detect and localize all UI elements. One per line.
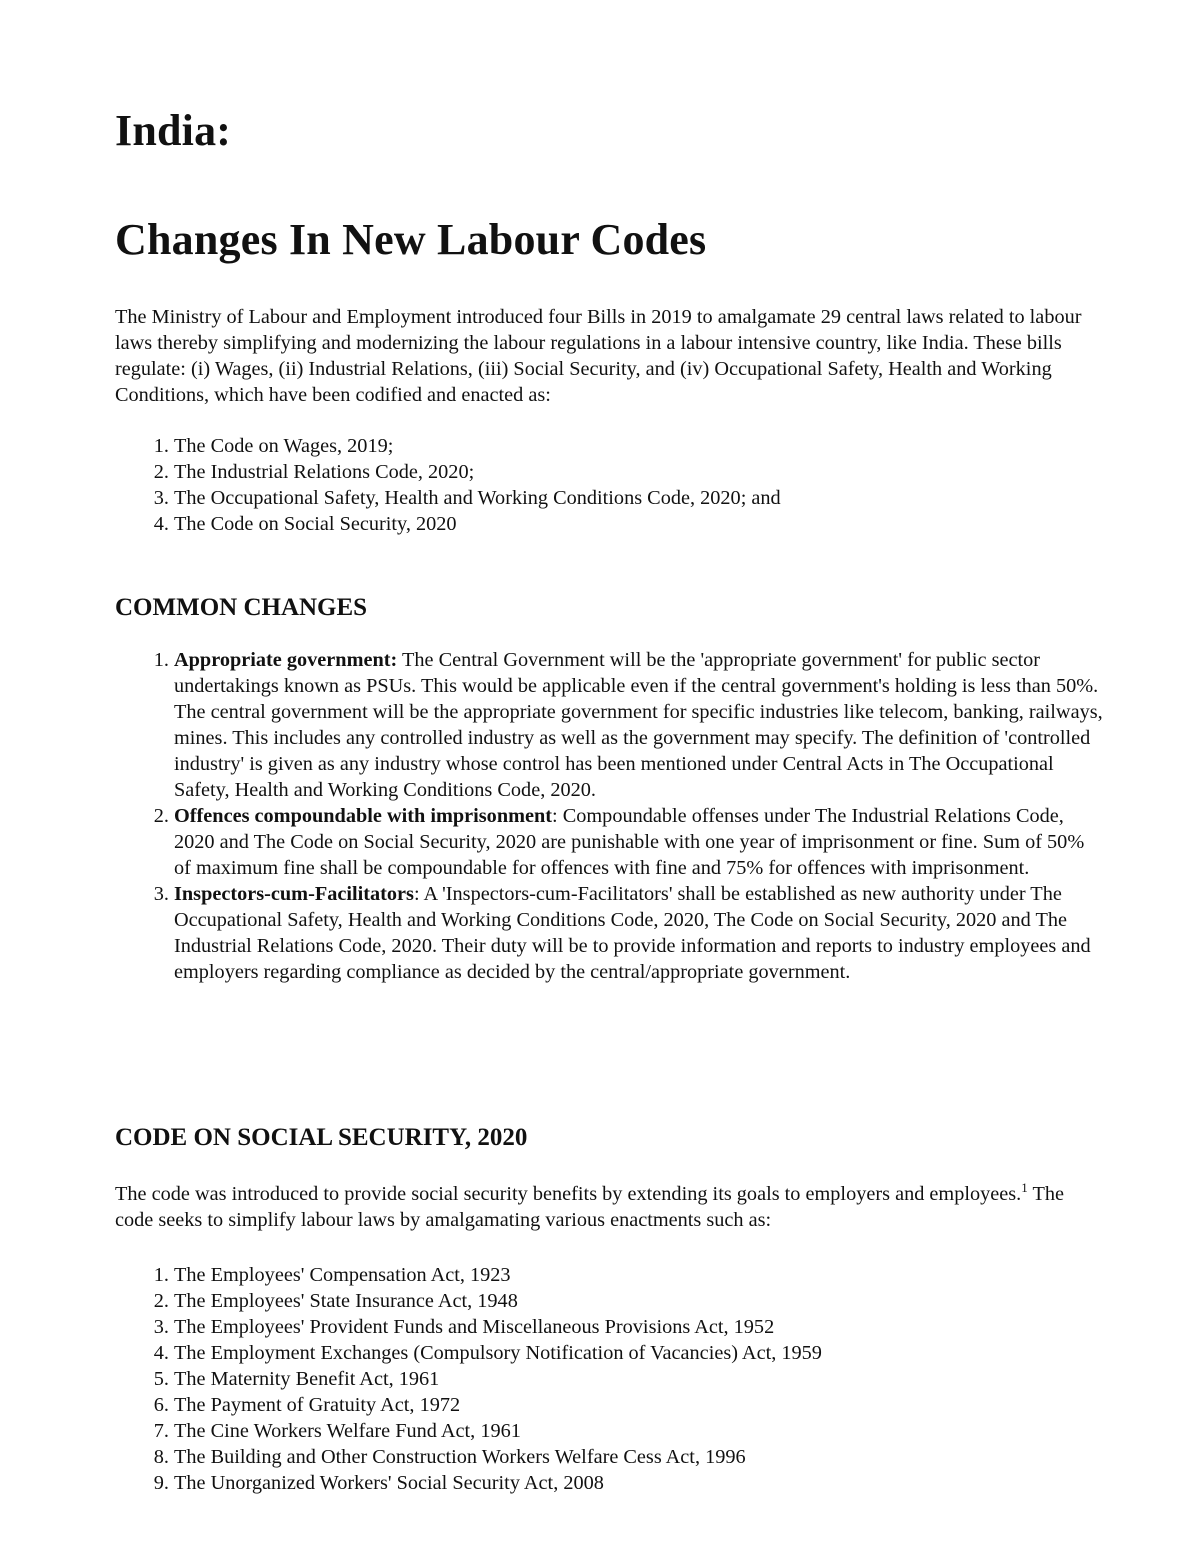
item-term: Appropriate government: (174, 649, 398, 671)
list-item: 5. The Maternity Benefit Act, 1961 (174, 1366, 1149, 1392)
acts-list (115, 1262, 1149, 1496)
list-item: 2. The Employees' State Insurance Act, 1948 (174, 1288, 1149, 1314)
list-item (174, 647, 1104, 803)
list-item: 4. The Code on Social Security, 2020 (174, 511, 1149, 537)
codes-list (115, 433, 1149, 537)
item-term: Offences compoundable with imprisonment (174, 805, 553, 827)
social-security-intro (115, 1181, 1090, 1233)
intro-paragraph: The Ministry of Labour and Employment introduced four Bills in 2019 to amalgamate 29 central laws related to labour laws thereby simplifying and modernizing the labour regulations in a labour intensive country, like India. These bills regulate: (i) Wages, (ii) Industrial Relations, (iii) Social Security, and (iv) Occupational Safety, Health and Working Conditions, which have been codified and enacted as: (115, 306, 1082, 406)
common-changes-list (115, 647, 1104, 985)
footnote-marker: 1 (1021, 1180, 1028, 1196)
list-item: 3. The Employees' Provident Funds and Miscellaneous Provisions Act, 1952 (174, 1314, 1149, 1340)
list-item: 1. The Employees' Compensation Act, 1923 (174, 1262, 1149, 1288)
list-item: 4. The Employment Exchanges (Compulsory Notification of Vacancies) Act, 1959 (174, 1340, 1149, 1366)
page-title: Changes In New Labour Codes (115, 215, 707, 264)
list-item: 2. The Industrial Relations Code, 2020; (174, 459, 1149, 485)
list-item: 8. The Building and Other Construction Workers Welfare Cess Act, 1996 (174, 1444, 1149, 1470)
list-item: 6. The Payment of Gratuity Act, 1972 (174, 1392, 1149, 1418)
list-item (174, 881, 1104, 985)
country-heading: India: (115, 106, 232, 155)
list-item: 1. The Code on Wages, 2019; (174, 433, 1149, 459)
list-item (174, 803, 1104, 881)
social-security-heading: CODE ON SOCIAL SECURITY, 2020 (115, 1124, 528, 1151)
list-item: 7. The Cine Workers Welfare Fund Act, 1961 (174, 1418, 1149, 1444)
list-item: 3. The Occupational Safety, Health and Working Conditions Code, 2020; and (174, 485, 1149, 511)
intro-text: The code was introduced to provide social security benefits by extending its goals to employers and employees. (115, 1183, 1022, 1205)
item-text: : A 'Inspectors-cum-Facilitators' shall be established as new authority under The Occupational Safety, Health and Working Conditions Code, 2020, The Code on Social Security, 2020 and The Industrial Relations Code, 2020. Their duty will be to provide information and reports to industry employees and employers regarding compliance as decided by the central/appropriate government. (174, 883, 1091, 983)
common-changes-heading: COMMON CHANGES (115, 594, 368, 621)
item-text: The Central Government will be the 'appropriate government' for public sector undertakings known as PSUs. This would be applicable even if the central government's holding is less than 50%. The central government will be the appropriate government for specific industries like telecom, banking, railways, mines. This includes any controlled industry as well as the government may specify. The definition of 'controlled industry' is given as any industry whose control has been mentioned under Central Acts in The Occupational Safety, Health and Working Conditions Code, 2020. (174, 649, 1103, 801)
intro-text-continued: The code seeks to simplify labour laws by amalgamating various enactments such as: (115, 1183, 1064, 1231)
list-item: 9. The Unorganized Workers' Social Security Act, 2008 (174, 1470, 1149, 1496)
item-text: : Compoundable offenses under The Industrial Relations Code, 2020 and The Code on Social Security, 2020 are punishable with one year of imprisonment or fine. Sum of 50% of maximum fine shall be compoundable for offences with fine and 75% for offences with imprisonment. (174, 805, 1085, 879)
item-term: Inspectors-cum-Facilitators (174, 883, 414, 905)
